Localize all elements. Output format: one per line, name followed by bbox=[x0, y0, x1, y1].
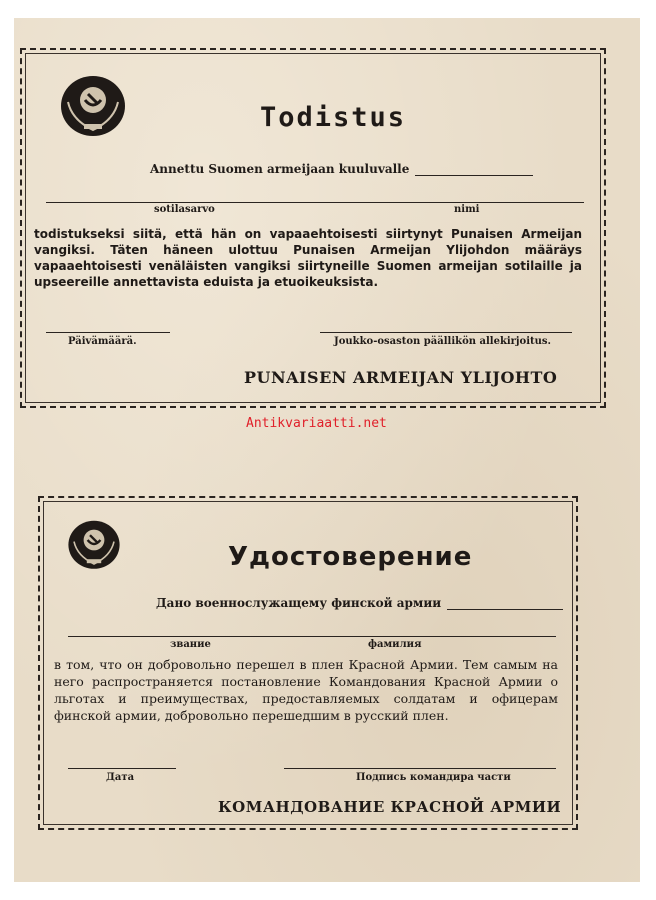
finnish-certificate bbox=[20, 48, 606, 408]
rank-caption: звание bbox=[170, 639, 211, 650]
issuer-signature: PUNAISEN ARMEIJAN YLIJOHTO bbox=[244, 368, 558, 387]
issued-to-line bbox=[150, 162, 533, 176]
signature-caption: Подпись командира части bbox=[356, 772, 511, 783]
certificate-title: Удостоверение bbox=[228, 542, 473, 572]
rank-name-line bbox=[68, 636, 556, 637]
certificate-body: в том, что он добровольно перешел в плен Красной Армии. Тем самым на него распространяется постановление Командования Красной Армии о льготах и преимуществах, предоставляемых солдатам и офицерам финской армии, добровольно перешедшим в русский плен. bbox=[54, 657, 558, 723]
rank-caption: sotilasarvo bbox=[154, 204, 215, 215]
certificate-body: todistukseksi siitä, että hän on vapaaehtoisesti siirtynyt Punaisen Armeijan vangiksi. Täten häneen ulottuu Punaisen Armeijan Ylijohdon määräys vapaaehtoisesti venäläisten vangiksi siirtyneille Suomen armeijan sotilaille ja upseereille annettavista eduista ja etuoikeuksista. bbox=[34, 227, 582, 289]
issued-to-blank bbox=[447, 609, 563, 610]
issued-to-line bbox=[156, 596, 563, 610]
date-caption: Päivämäärä. bbox=[68, 336, 137, 347]
issued-to-blank bbox=[415, 175, 533, 176]
name-caption: фамилия bbox=[368, 639, 422, 650]
watermark-text: Antikvariaatti.net bbox=[246, 416, 387, 431]
issued-to-label: Дано военнослужащему финской армии bbox=[156, 596, 442, 610]
rank-name-line bbox=[46, 202, 584, 203]
postcard bbox=[14, 18, 640, 882]
certificate-title: Todistus bbox=[260, 102, 407, 133]
date-line bbox=[68, 768, 176, 769]
soviet-emblem-icon bbox=[58, 72, 128, 142]
signature-caption: Joukko-osaston päällikön allekirjoitus. bbox=[334, 336, 552, 347]
name-caption: nimi bbox=[454, 204, 480, 215]
signature-line bbox=[320, 332, 572, 333]
issuer-signature: КОМАНДОВАНИЕ КРАСНОЙ АРМИИ bbox=[218, 798, 562, 816]
signature-line bbox=[284, 768, 556, 769]
date-line bbox=[46, 332, 170, 333]
issued-to-label: Annettu Suomen armeijaan kuuluvalle bbox=[150, 162, 410, 176]
soviet-emblem-icon bbox=[66, 516, 122, 576]
date-caption: Дата bbox=[106, 772, 135, 783]
russian-certificate bbox=[38, 496, 578, 830]
